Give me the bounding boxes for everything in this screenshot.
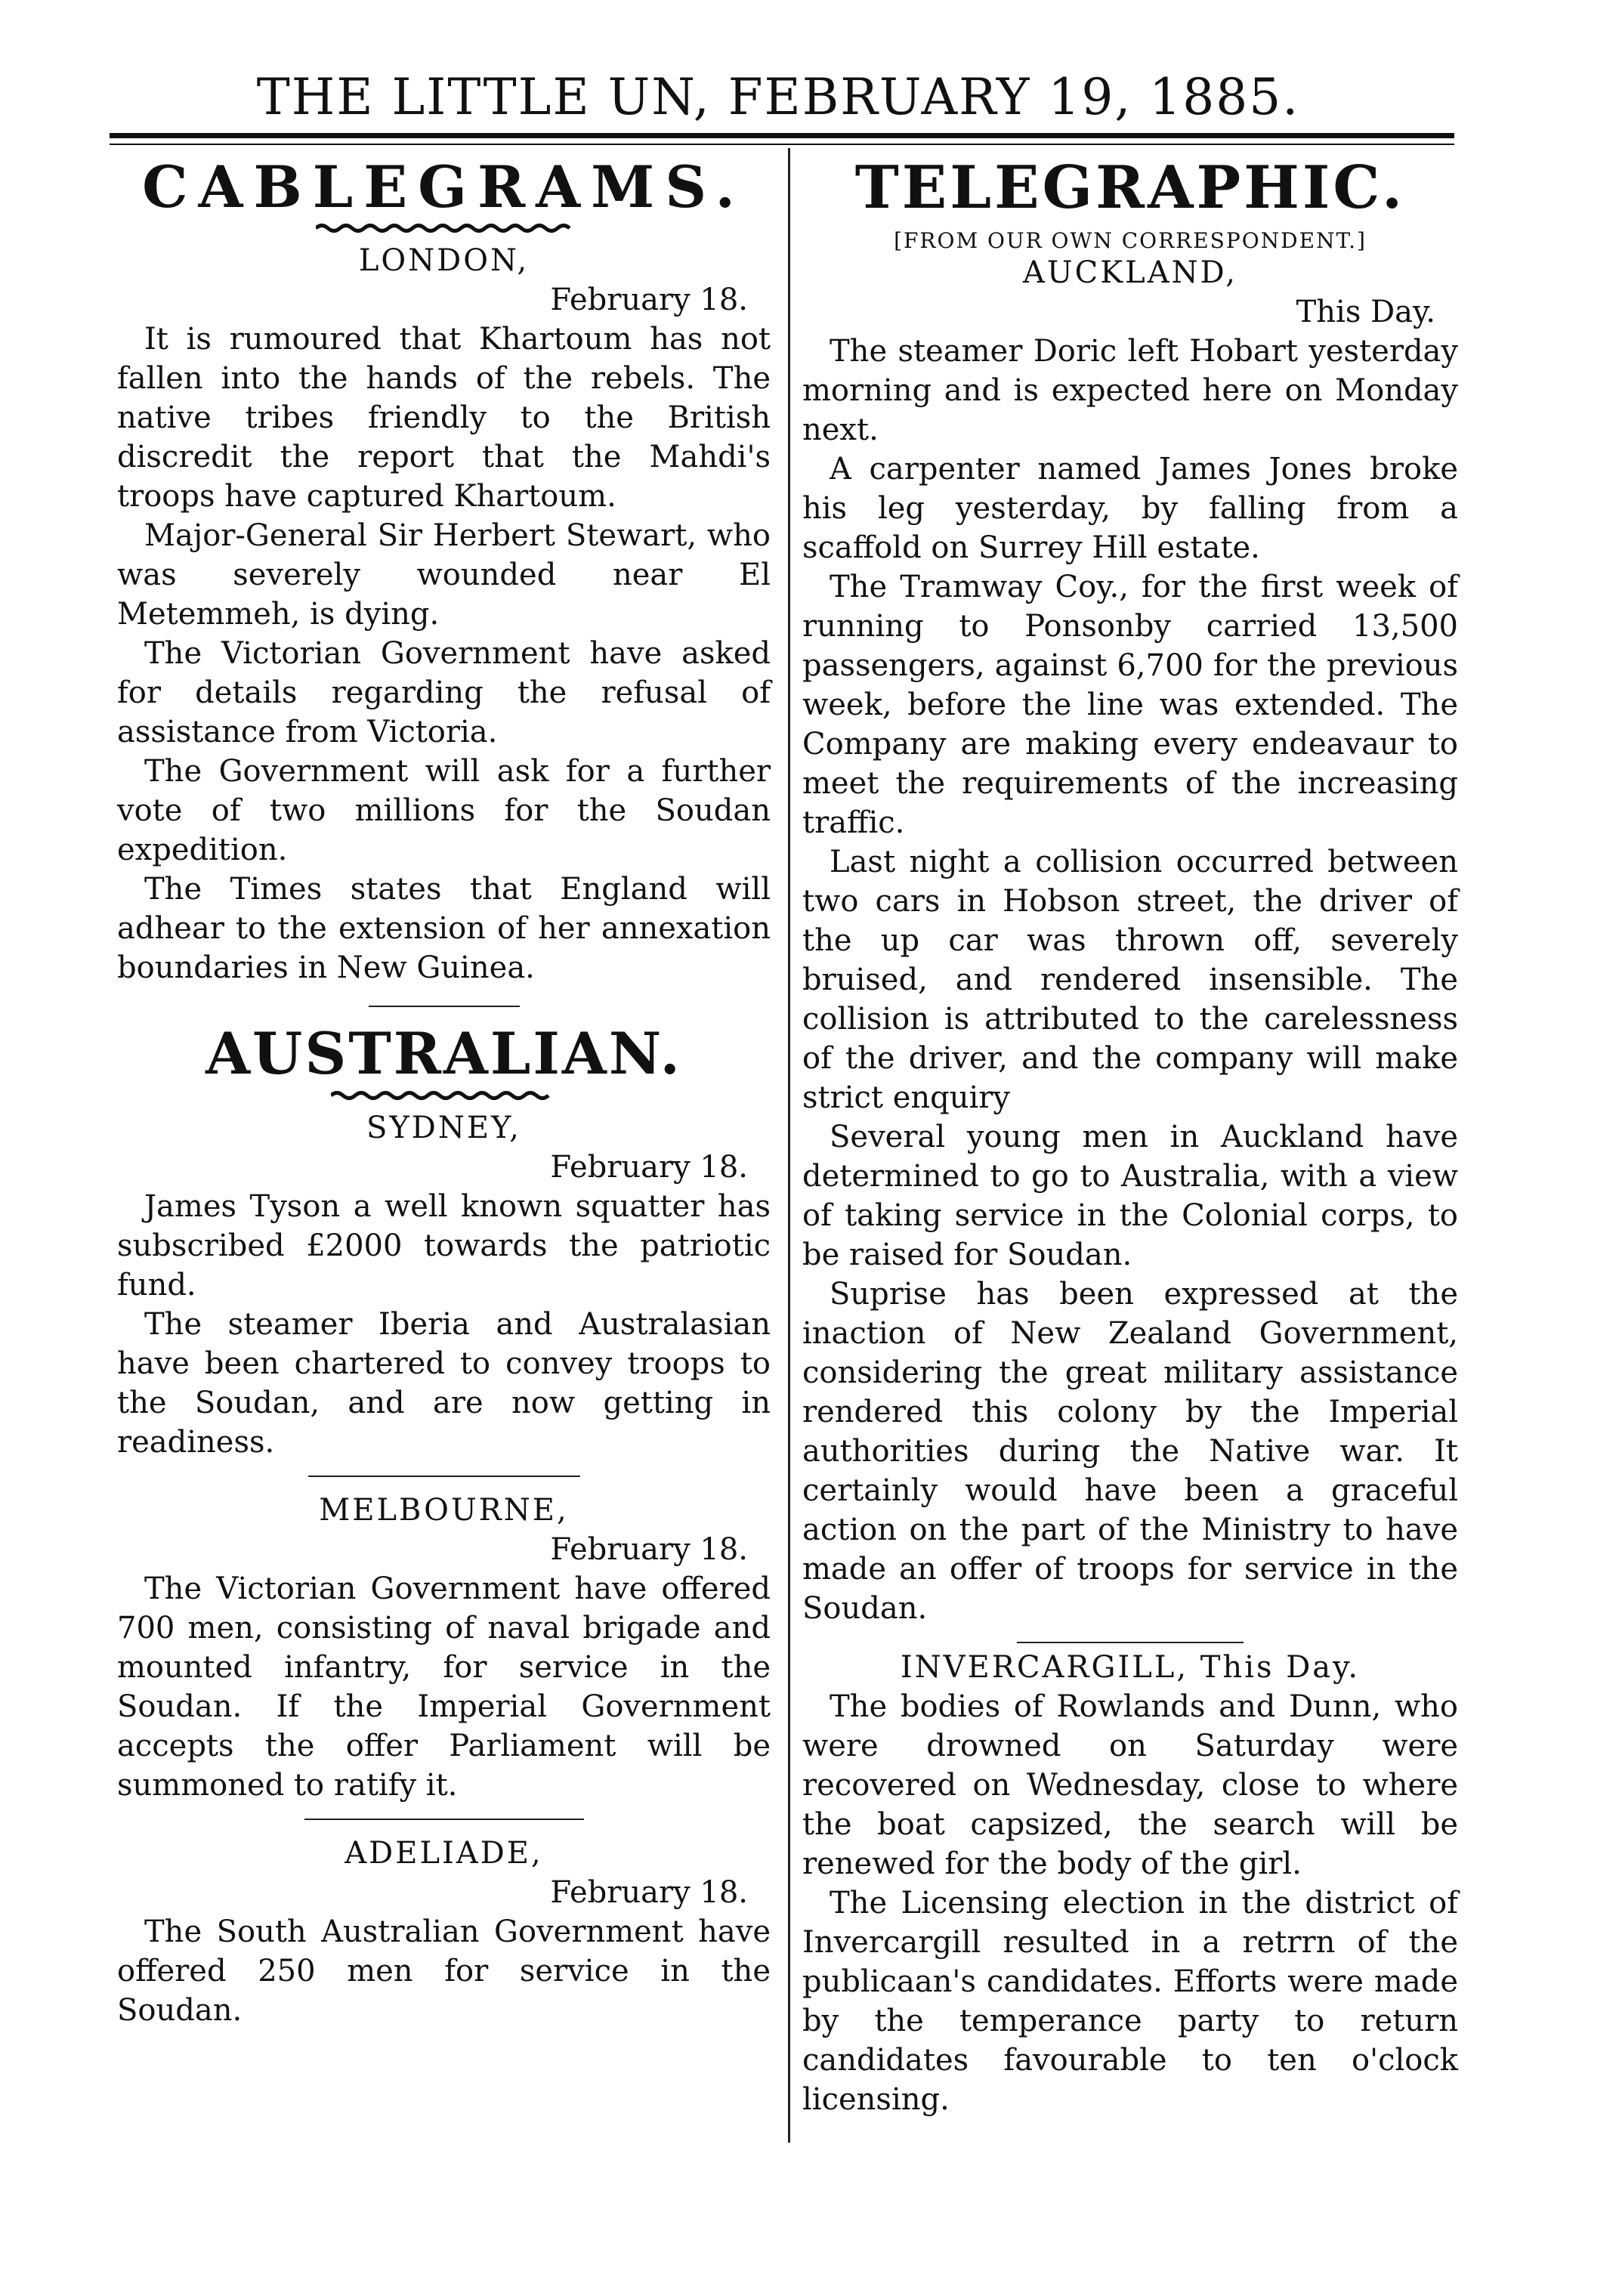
news-paragraph: A carpenter named James Jones broke his leg yesterday, by falling from a scaffold on Surrey Hill estate. bbox=[802, 451, 1458, 565]
wavy-rule-icon bbox=[331, 1090, 558, 1101]
section-divider bbox=[1017, 1642, 1244, 1643]
news-paragraph: Last night a collision occurred between two cars in Hobson street, the driver of the up car was thrown off, severely bruised, and rendered insensible. The collision is attributed to the carelessness of the driver, and the company will make strict enquiry bbox=[802, 844, 1458, 1115]
auckland-dateline: AUCKLAND, bbox=[1023, 255, 1237, 290]
news-paragraph: The Tramway Coy., for the first week of running to Ponsonby carried 13,500 passengers, against 6,700 for the previous week, before the line was extended. The Company are making every endeavaur to meet the requirements of the increasing traffic. bbox=[802, 569, 1458, 840]
masthead-rule-thick bbox=[110, 133, 1454, 138]
correspondent-line: [FROM OUR OWN CORRESPONDENT.] bbox=[894, 227, 1367, 253]
news-paragraph: Suprise has been expressed at the inaction of New Zealand Government, considering the great military assistance rendered this colony by the Imperial authorities during the Native war. It certainly would have been a graceful action on the part of the Ministry to have made an offer of troops for service in the Soudan. bbox=[802, 1276, 1458, 1626]
news-paragraph: The bodies of Rowlands and Dunn, who were drowned on Saturday were recovered on Wednesday, close to where the boat capsized, the search will be renewed for the body of the girl. bbox=[802, 1689, 1458, 1881]
section-divider bbox=[304, 1819, 584, 1820]
wavy-rule-icon bbox=[316, 223, 573, 233]
telegraphic-section bbox=[802, 154, 1458, 2119]
masthead-rule-thin bbox=[110, 144, 1454, 145]
cablegrams-section bbox=[117, 154, 771, 987]
news-paragraph: The Times states that England will adhear to the extension of her annexation boundaries in New Guinea. bbox=[117, 872, 771, 986]
news-paragraph: The South Australian Government have offered 250 men for service in the Soudan. bbox=[117, 1914, 771, 2028]
section-divider bbox=[369, 1006, 520, 1007]
telegraphic-heading: TELEGRAPHIC. bbox=[854, 153, 1406, 222]
auckland-date: This Day. bbox=[1296, 294, 1435, 329]
news-paragraph: The steamer Doric left Hobart yesterday morning and is expected here on Monday next. bbox=[802, 333, 1458, 447]
right-column bbox=[802, 151, 1458, 2119]
adelaide-date: February 18. bbox=[550, 1874, 748, 1910]
london-dateline: LONDON, bbox=[358, 243, 530, 279]
adelaide-dateline: ADELIADE, bbox=[345, 1835, 543, 1871]
masthead-title: THE LITTLE UN, FEBRUARY 19, 1885. bbox=[256, 68, 1300, 126]
london-date: February 18. bbox=[550, 283, 748, 318]
news-paragraph: The Victorian Government have offered 700 men, consisting of naval brigade and mounted infantry, for service in the Soudan. If the Imperial Government accepts the offer Parliament will be summoned to ratify it. bbox=[117, 1571, 771, 1803]
news-paragraph: The steamer Iberia and Australasian have been chartered to convey troops to the Soudan, and are now getting in readiness. bbox=[117, 1306, 771, 1460]
invercargill-dateline: INVERCARGILL, This Day. bbox=[900, 1649, 1361, 1685]
australian-section bbox=[117, 1021, 771, 2029]
news-paragraph: The Victorian Government have asked for details regarding the refusal of assistance from Victoria. bbox=[117, 636, 771, 750]
sydney-date: February 18. bbox=[550, 1149, 748, 1185]
news-paragraph: The Government will ask for a further vote of two millions for the Soudan expedition. bbox=[117, 754, 771, 868]
news-paragraph: Major-General Sir Herbert Stewart, who was severely wounded near El Metemmeh, is dying. bbox=[117, 518, 771, 632]
section-divider bbox=[308, 1476, 580, 1477]
melbourne-date: February 18. bbox=[550, 1531, 748, 1567]
cablegrams-heading: CABLEGRAMS. bbox=[142, 153, 746, 221]
news-paragraph: James Tyson a well known squatter has subscribed £2000 towards the patriotic fund. bbox=[117, 1188, 771, 1303]
left-column bbox=[117, 151, 771, 2030]
column-divider bbox=[788, 148, 790, 2143]
news-paragraph: The Licensing election in the district of Invercargill resulted in a retrrn of the publicaan's candidates. Efforts were made by the temperance party to return candidates favourable to ten o'clock licensing. bbox=[802, 1885, 1458, 2117]
news-paragraph: It is rumoured that Khartoum has not fallen into the hands of the rebels. The native tribes friendly to the British discredit the report that the Mahdi's troops have captured Khartoum. bbox=[117, 322, 771, 515]
melbourne-dateline: MELBOURNE, bbox=[319, 1492, 569, 1528]
news-paragraph: Several young men in Auckland have determined to go to Australia, with a view of taking service in the Colonial corps, to be raised for Soudan. bbox=[802, 1119, 1458, 1272]
australian-heading: AUSTRALIAN. bbox=[205, 1020, 682, 1088]
sydney-dateline: SYDNEY, bbox=[366, 1110, 522, 1145]
